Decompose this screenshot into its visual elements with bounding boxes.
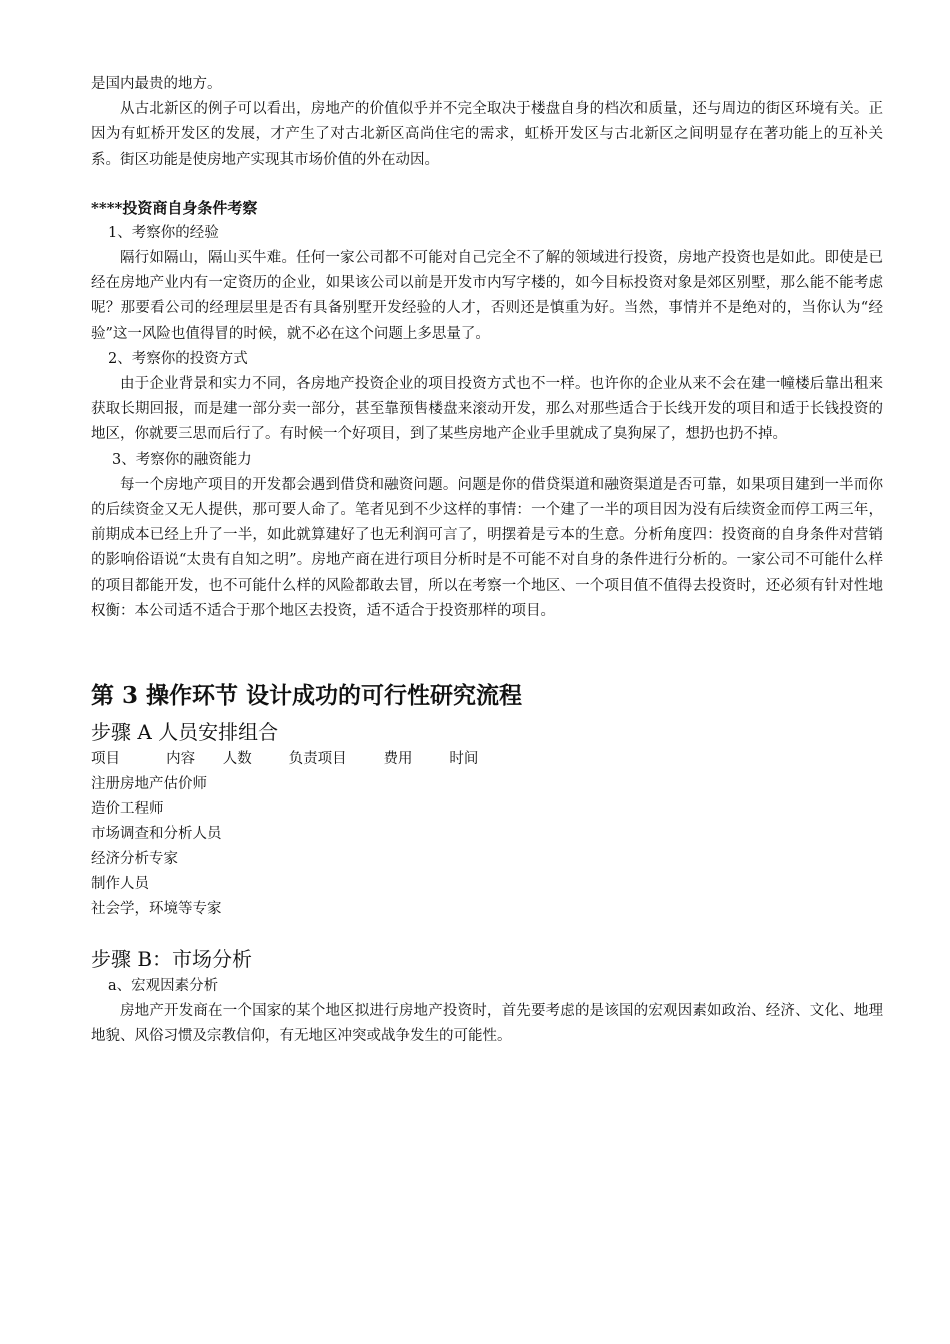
paragraph-investment-method: 由于企业背景和实力不同，各房地产投资企业的项目投资方式也不一样。也许你的企业从来不会在建一幢楼后靠出租来获取长期回报，而是建一部分卖一部分，甚至靠预售楼盘来滚动开发，那么对那些适合于长线开发的项目和适于长钱投资的地区，你就要三思而后行了。有时候一个好项目，到了某些房地产企业手里就成了臭狗屎了，想扔也扔不掉。 [91,376,883,443]
paragraph-financing: 每一个房地产项目的开发都会遇到借贷和融资问题。问题是你的借贷渠道和融资渠道是否可靠，如果项目建到一半而你的后续资金又无人提供，那可要人命了。笔者见到不少这样的事情：一个建了一半的项目因为没有后续资金而停工两三年，前期成本已经上升了一半，如此就算建好了也无利润可言了，明摆着是亏本的生意。分析角度四：投资商的自身条件对营销的影响俗语说“太贵有自知之明”。房地产商在进行项目分析时是不可能不对自身的条件进行分析的。一家公司不可能什么样的项目都能开发，也不可能什么样的风险都敢去冒，所以在考察一个地区、一个项目值不值得去投资时，还必须有针对性地权衡：本公司适不适合于那个地区去投资，适不适合于投资那样的项目。 [91,476,883,619]
subheading-investment-method: 2、考察你的投资方式 [108,350,248,367]
subheading-experience: 1、考察你的经验 [108,224,219,241]
subheading-financing: 3、考察你的融资能力 [112,451,252,468]
staff-row: 经济分析专家 [91,851,178,868]
paragraph-experience: 隔行如隔山，隔山买牛难。任何一家公司都不可能对自己完全不了解的领域进行投资，房地产投资也是如此。即使是已经在房地产业内有一定资历的企业，如果该公司以前是开发市内写字楼的，如今目标投资对象是郊区别墅，那么能不能考虑呢？那要看公司的经理层里是否有具备别墅开发经验的人才，否则还是慎重为好。当然，事情并不是绝对的，当你认为“经验”这一风险也值得冒的时候，就不必在这个问题上多思量了。 [91,250,883,342]
staff-row: 社会学，环境等专家 [91,901,222,918]
step-a-title: 步骤 A 人员安排组合 [91,720,279,745]
document-body [91,72,883,1050]
paragraph-continuation: 是国内最贵的地方。 [91,76,222,92]
subheading-macro: a、宏观因素分析 [108,978,219,995]
paragraph-macro: 房地产开发商在一个国家的某个地区拟进行房地产投资时，首先要考虑的是该国的宏观因素如政治、经济、文化、地理地貌、风俗习惯及宗教信仰，有无地区冲突或战争发生的可能性。 [91,1003,883,1045]
staff-row: 注册房地产估价师 [91,776,207,793]
chapter-title: 第 3 操作环节 设计成功的可行性研究流程 [91,682,523,710]
section-heading-investor: ****投资商自身条件考察 [91,198,258,217]
staff-table-header: 项目 内容 人数 负责项目 费用 时间 [91,751,479,768]
step-b-title: 步骤 B：市场分析 [91,947,253,972]
staff-row: 造价工程师 [91,801,164,818]
staff-row: 市场调查和分析人员 [91,826,222,843]
paragraph-gubei: 从古北新区的例子可以看出，房地产的价值似乎并不完全取决于楼盘自身的档次和质量，还与周边的街区环境有关。正因为有虹桥开发区的发展，才产生了对古北新区高尚住宅的需求，虹桥开发区与古北新区之间明显存在著功能上的互补关系。街区功能是使房地产实现其市场价值的外在动因。 [91,101,883,168]
staff-row: 制作人员 [91,876,149,893]
